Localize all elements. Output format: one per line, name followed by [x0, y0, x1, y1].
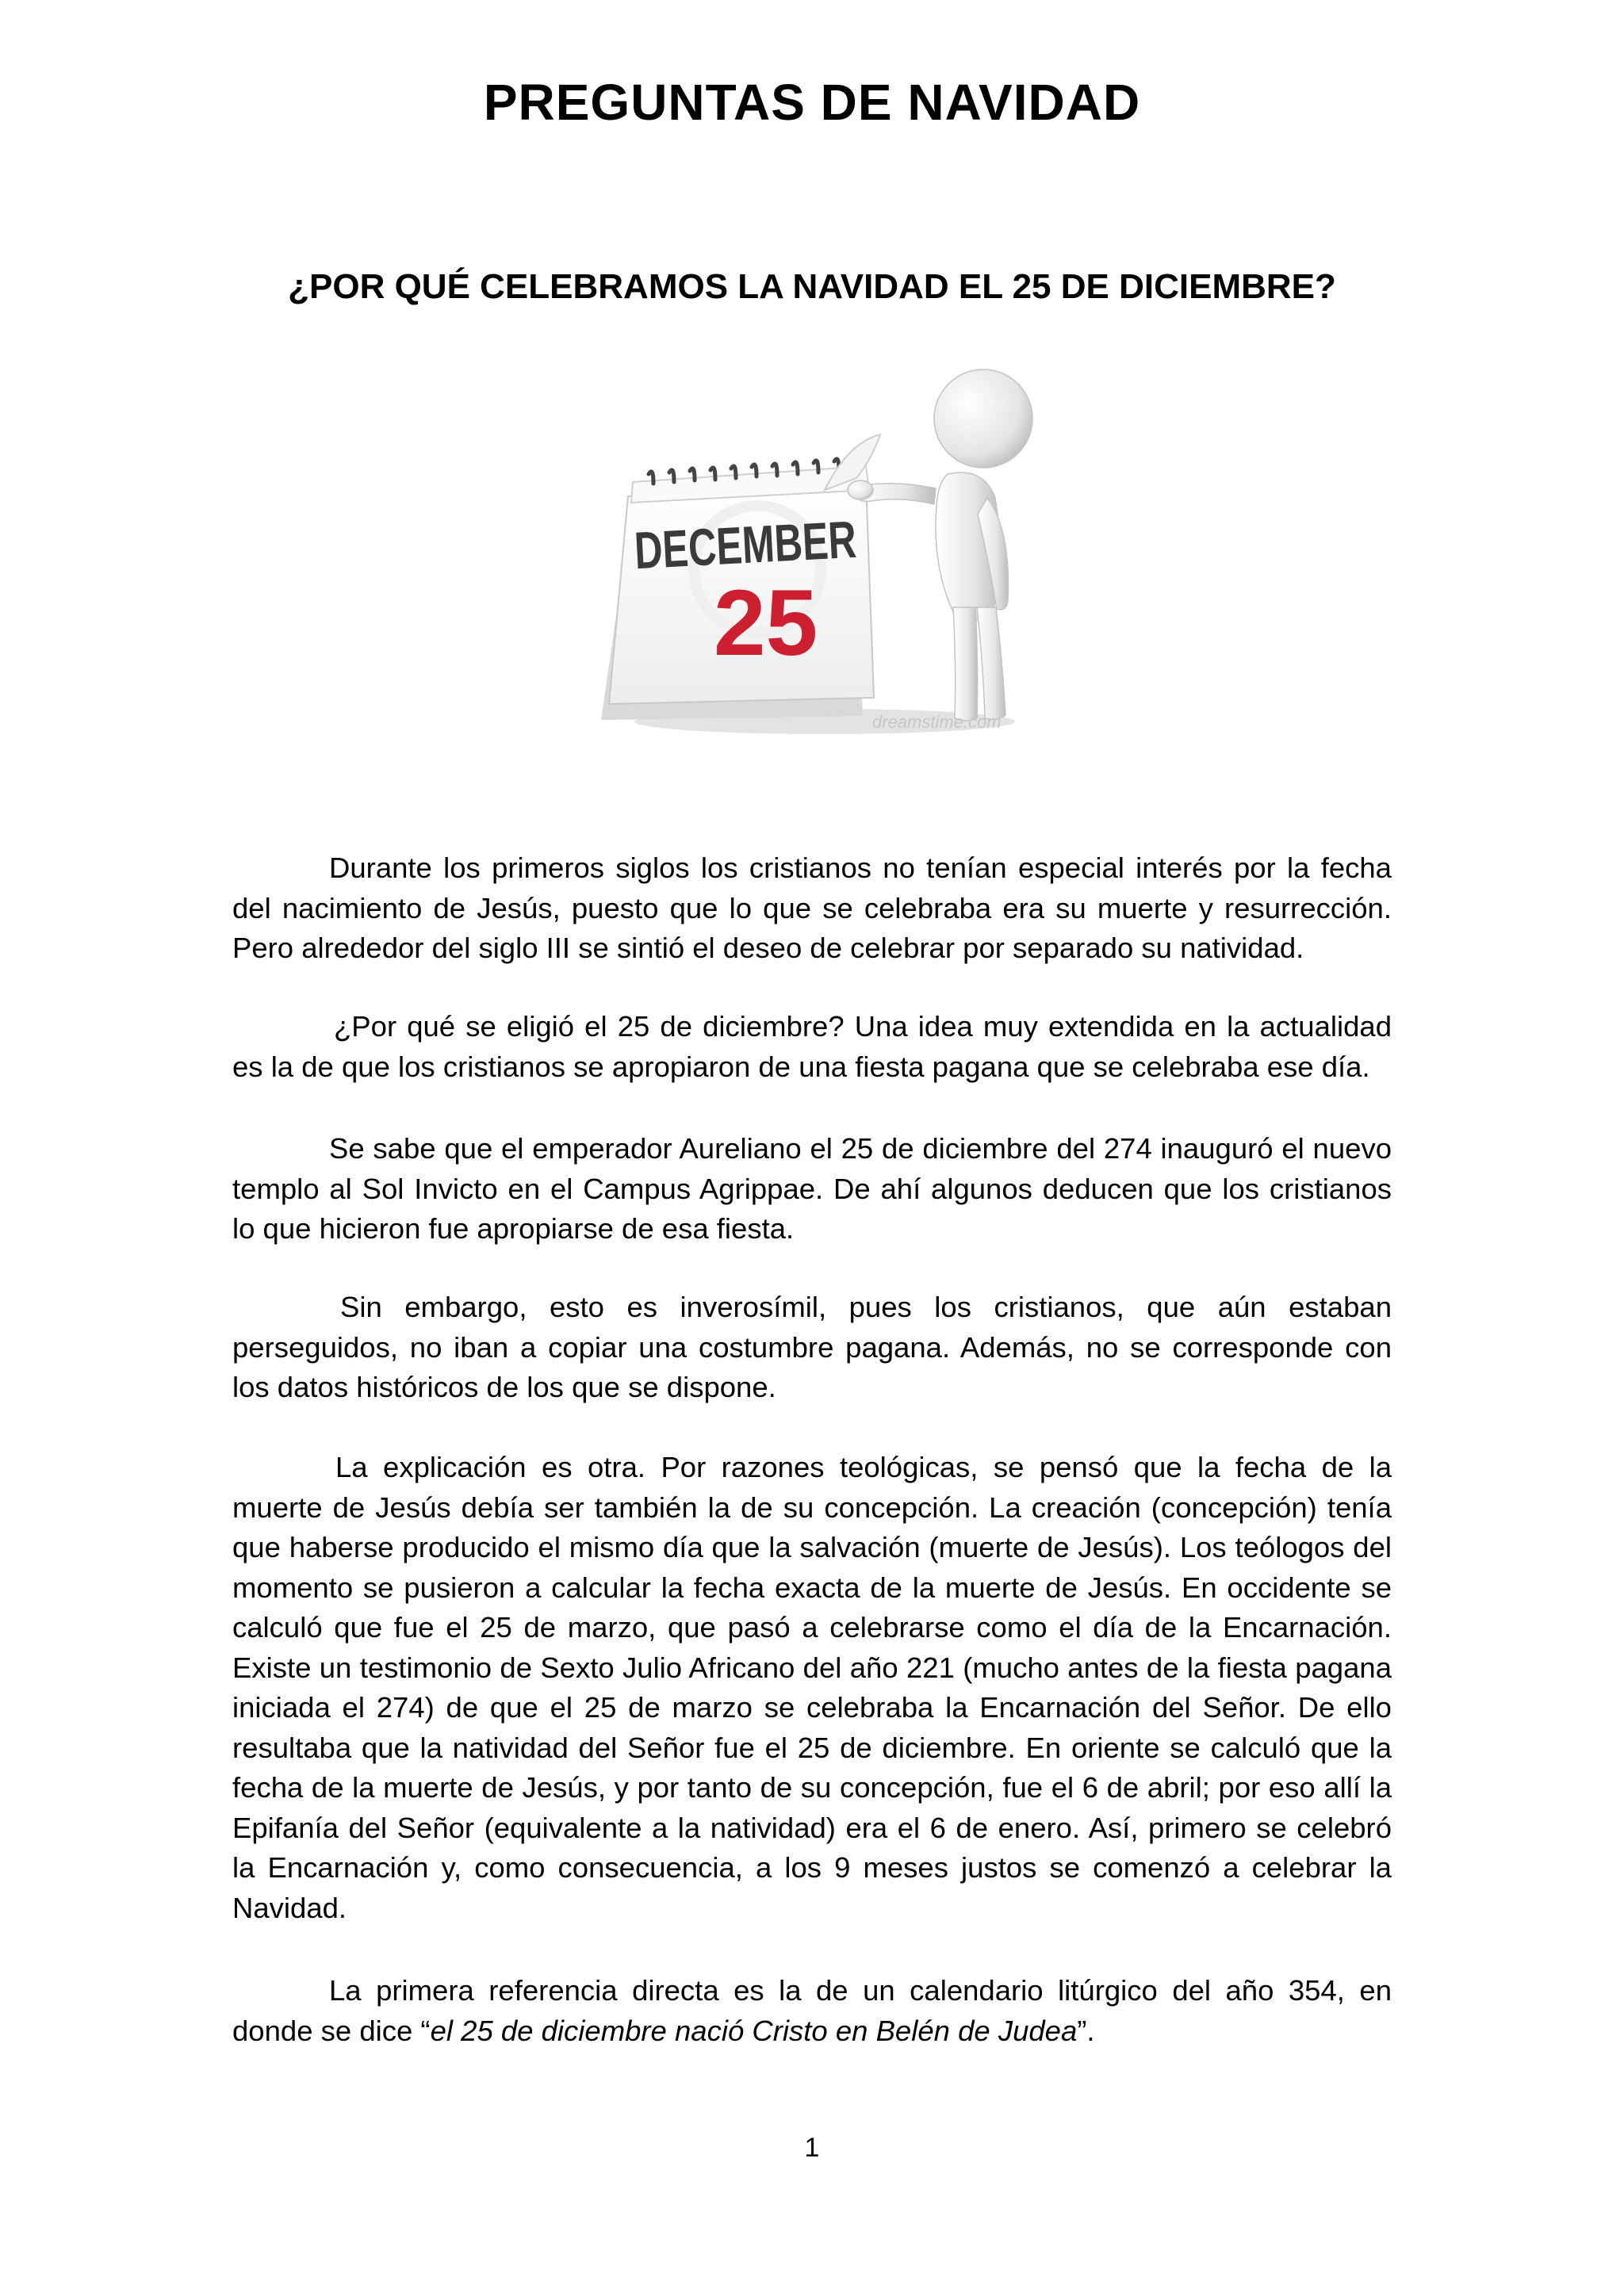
paragraph-1: Durante los primeros siglos los cristianos no tenían especial interés por la fecha del nacimiento de Jesús, puesto que lo que se celebraba era su muerte y resurrección. Pero alrededor del siglo III se sintió el deseo de celebrar por separado su natividad. [232, 851, 1392, 964]
paragraph-3: Se sabe que el emperador Aureliano el 25 de diciembre del 274 inauguró el nuevo templo al Sol Invicto en el Campus Agrippae. De ahí algunos deducen que los cristianos lo que hicieron fue apropiarse de esa fiesta. [232, 1132, 1392, 1245]
paragraph-4: Sin embargo, esto es inverosímil, pues los cristianos, que aún estaban perseguidos, no iban a copiar una costumbre pagana. Además, no se corresponde con los datos históricos de los que se dispone. [232, 1291, 1392, 1403]
page-title: PREGUNTAS DE NAVIDAD [483, 74, 1141, 131]
paragraph-6 [232, 1971, 1392, 2051]
figure-person [848, 369, 1032, 721]
calendar-month-text: DECEMBER [633, 505, 936, 580]
paragraph-5: La explicación es otra. Por razones teológicas, se pensó que la fecha de la muerte de Jesús debía ser también la de su concepción. La creación (concepción) tenía que haberse producido el mismo día que la salvación (muerte de Jesús). Los teólogos del momento se pusieron a calcular la fecha exacta de la muerte de Jesús. En occidente se calculó que fue el 25 de marzo, que pasó a celebrarse como el día de la Encarnación. Existe un testimonio de Sexto Julio Africano del año 221 (mucho antes de la fiesta pagana iniciada el 274) de que el 25 de marzo se celebraba la Encarnación del Señor. De ello resultaba que la natividad del Señor fue el 25 de diciembre. En oriente se calculó que la fecha de la muerte de Jesús, y por tanto de su concepción, fue el 6 de abril; por eso allí la Epifanía del Señor (equivalente a la natividad) era el 6 de enero. Así, primero se celebró la Encarnación y, como consecuencia, a los 9 meses justos se comenzó a celebrar la Navidad. [232, 1451, 1392, 1924]
calendar-illustration [587, 355, 1055, 744]
section-heading: ¿POR QUÉ CELEBRAMOS LA NAVIDAD EL 25 DE DICIEMBRE? [288, 267, 1336, 306]
watermark-text: dreamstime.com [872, 712, 1002, 732]
paragraph-6-tail: ”. [1077, 2014, 1095, 2047]
page-number: 1 [804, 2133, 820, 2163]
calendar-day-text: 25 [714, 571, 818, 675]
paragraph-6-lead: La primera referencia directa es la de un calendario litúrgico del año 354, en donde se dice “ [232, 1974, 1392, 2047]
paragraph-6-quote: el 25 de diciembre nació Cristo en Belén de Judea [430, 2014, 1078, 2047]
paragraph-2: ¿Por qué se eligió el 25 de diciembre? Una idea muy extendida en la actualidad es la de que los cristianos se apropiaron de una fiesta pagana que se celebraba ese día. [232, 1010, 1392, 1083]
